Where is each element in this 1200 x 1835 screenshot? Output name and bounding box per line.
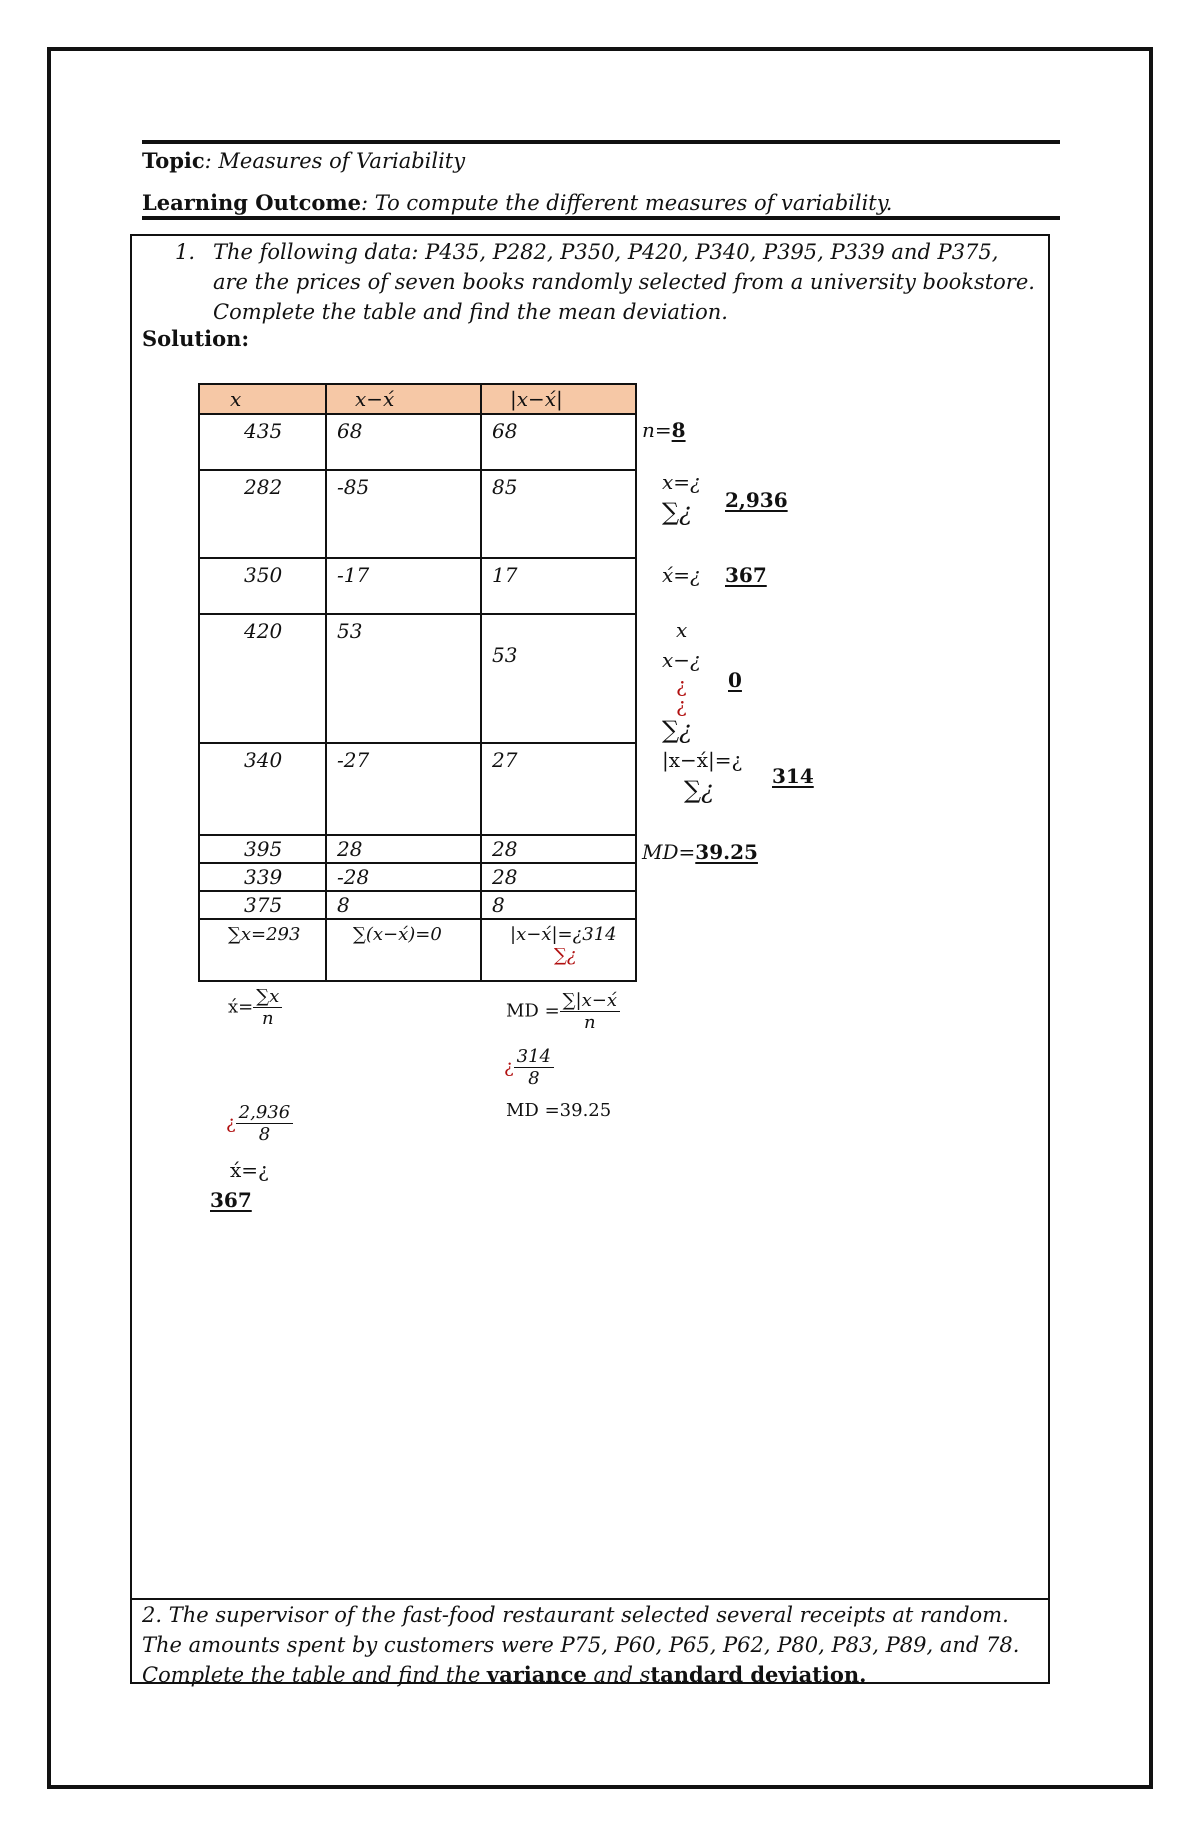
- cell-deviation: 68: [337, 419, 363, 443]
- mean-deviation-table: [198, 383, 637, 982]
- cell-x: 420: [244, 619, 283, 643]
- sum-x-value: 2,936: [725, 488, 788, 512]
- table-header-row: [199, 384, 636, 414]
- header-deviation: x−x́: [355, 387, 395, 411]
- md-substitution-fraction: [514, 1046, 554, 1089]
- question-1-text: The following data: P435, P282, P350, P420, P340, P395, P339 and P375, are the prices of seven books randomly selected from a university bookstore. Complete the table and find the mean deviation.: [213, 240, 1035, 324]
- table-row: [199, 614, 636, 743]
- question-2-mid: and s: [586, 1663, 651, 1687]
- standard-deviation-term: tandard deviation.: [650, 1662, 867, 1687]
- md-result: [642, 840, 758, 864]
- md-substitution-marker: ¿: [504, 1056, 514, 1078]
- mean-formula-fraction: [253, 986, 282, 1029]
- md-formula-denominator: n: [584, 1012, 596, 1033]
- sum-x-top: x=¿: [662, 470, 701, 494]
- question-1: [175, 237, 1035, 327]
- table-row: [199, 863, 636, 891]
- md-label: MD=: [642, 840, 696, 864]
- cell-deviation: -85: [337, 475, 370, 499]
- cell-deviation: 8: [337, 893, 350, 917]
- mean-value: 367: [725, 563, 767, 587]
- cell-x: 375: [244, 893, 283, 917]
- mean-line3: x́=¿: [230, 1158, 269, 1182]
- sum-abs-top: |x−x́|=¿: [662, 748, 743, 772]
- n-value: 8: [671, 418, 686, 442]
- cell-x: 350: [244, 563, 283, 587]
- outcome-label: Learning Outcome: [142, 190, 361, 215]
- mean-formula-numerator: ∑x: [253, 986, 282, 1008]
- cell-x: 339: [244, 865, 283, 889]
- mean-formula-denominator: n: [261, 1008, 274, 1029]
- md-formula-lhs: MD =: [506, 1000, 560, 1022]
- md-substitution-numerator: 314: [514, 1046, 554, 1068]
- mean-final-result: 367: [210, 1188, 252, 1212]
- sum-deviation: ∑(x−x́)=0: [353, 924, 442, 945]
- md-formula: [506, 990, 620, 1033]
- cell-x: 435: [244, 419, 283, 443]
- sum-absolute-bottom: ∑¿: [554, 945, 577, 966]
- topic-label: Topic: [142, 148, 205, 173]
- question-1-number: 1.: [175, 240, 196, 264]
- table-row: [199, 743, 636, 835]
- md-formula-fraction: [560, 990, 620, 1033]
- cell-absolute: 85: [492, 475, 518, 499]
- sum-dev-line2: x−¿: [662, 648, 701, 672]
- question-2: [142, 1600, 1042, 1690]
- cell-deviation: -17: [337, 563, 370, 587]
- table-row: [199, 414, 636, 470]
- cell-deviation: 28: [337, 837, 363, 861]
- sum-x-bottom: ∑¿: [662, 498, 692, 526]
- learning-outcome-line: [142, 190, 892, 215]
- sum-dev-line4: ¿: [676, 693, 687, 717]
- mean-label: x́=¿: [662, 563, 701, 587]
- mean-substitution: [226, 1102, 293, 1145]
- cell-absolute: 27: [492, 748, 518, 772]
- cell-x: 282: [244, 475, 283, 499]
- cell-deviation: -28: [337, 865, 370, 889]
- cell-x: 340: [244, 748, 283, 772]
- cell-x: 395: [244, 837, 283, 861]
- mean-formula: [228, 986, 282, 1029]
- sum-abs-value: 314: [772, 764, 814, 788]
- table-row: [199, 558, 636, 614]
- mean-substitution-marker: ¿: [226, 1112, 236, 1134]
- cell-absolute: 68: [492, 419, 518, 443]
- cell-absolute: 28: [492, 865, 518, 889]
- header-absolute-deviation: |x−x́|: [510, 387, 563, 411]
- solution-label: Solution:: [142, 326, 250, 351]
- mean-substitution-denominator: 8: [258, 1124, 271, 1145]
- sum-dev-line3: ¿: [676, 673, 687, 697]
- n-result: [642, 418, 686, 442]
- cell-absolute: 8: [492, 893, 505, 917]
- header-x: x: [230, 387, 242, 411]
- table-sum-row: [199, 919, 636, 981]
- header-top-rule: [142, 140, 1060, 144]
- mean-substitution-numerator: 2,936: [236, 1102, 294, 1124]
- cell-absolute: 17: [492, 563, 518, 587]
- topic-value: : Measures of Variability: [204, 149, 466, 173]
- cell-absolute: 28: [492, 837, 518, 861]
- cell-absolute: 53: [492, 643, 518, 667]
- table-row: [199, 835, 636, 863]
- n-label: n=: [642, 418, 672, 442]
- sum-dev-value: 0: [728, 668, 742, 692]
- sum-dev-line1: x: [676, 618, 688, 642]
- sum-absolute-top: |x−x́|=¿314: [510, 924, 617, 945]
- md-value: 39.25: [695, 840, 758, 864]
- mean-formula-lhs: x́=: [228, 996, 254, 1018]
- outcome-value: : To compute the different measures of variability.: [360, 191, 893, 215]
- topic-line: [142, 148, 465, 173]
- sum-dev-line5: ∑¿: [662, 716, 692, 744]
- table-row: [199, 891, 636, 919]
- cell-deviation: 53: [337, 619, 363, 643]
- md-substitution: [504, 1046, 554, 1089]
- question-2-text: 2. The supervisor of the fast-food restaurant selected several receipts at random. The amounts spent by customers were P75, P60, P65, P62, P80, P83, P89, and 78. Complete the table and find the: [142, 1603, 1020, 1687]
- md-substitution-denominator: 8: [528, 1068, 540, 1089]
- sum-abs-bottom: ∑¿: [684, 776, 714, 804]
- sum-x: ∑x=293: [228, 924, 301, 945]
- md-final-result: MD =39.25: [506, 1100, 612, 1121]
- cell-deviation: -27: [337, 748, 370, 772]
- header-bottom-rule: [142, 216, 1060, 220]
- mean-substitution-fraction: [236, 1102, 294, 1145]
- table-row: [199, 470, 636, 558]
- md-formula-numerator: ∑|x−x́: [560, 990, 620, 1012]
- variance-term: variance: [486, 1662, 587, 1687]
